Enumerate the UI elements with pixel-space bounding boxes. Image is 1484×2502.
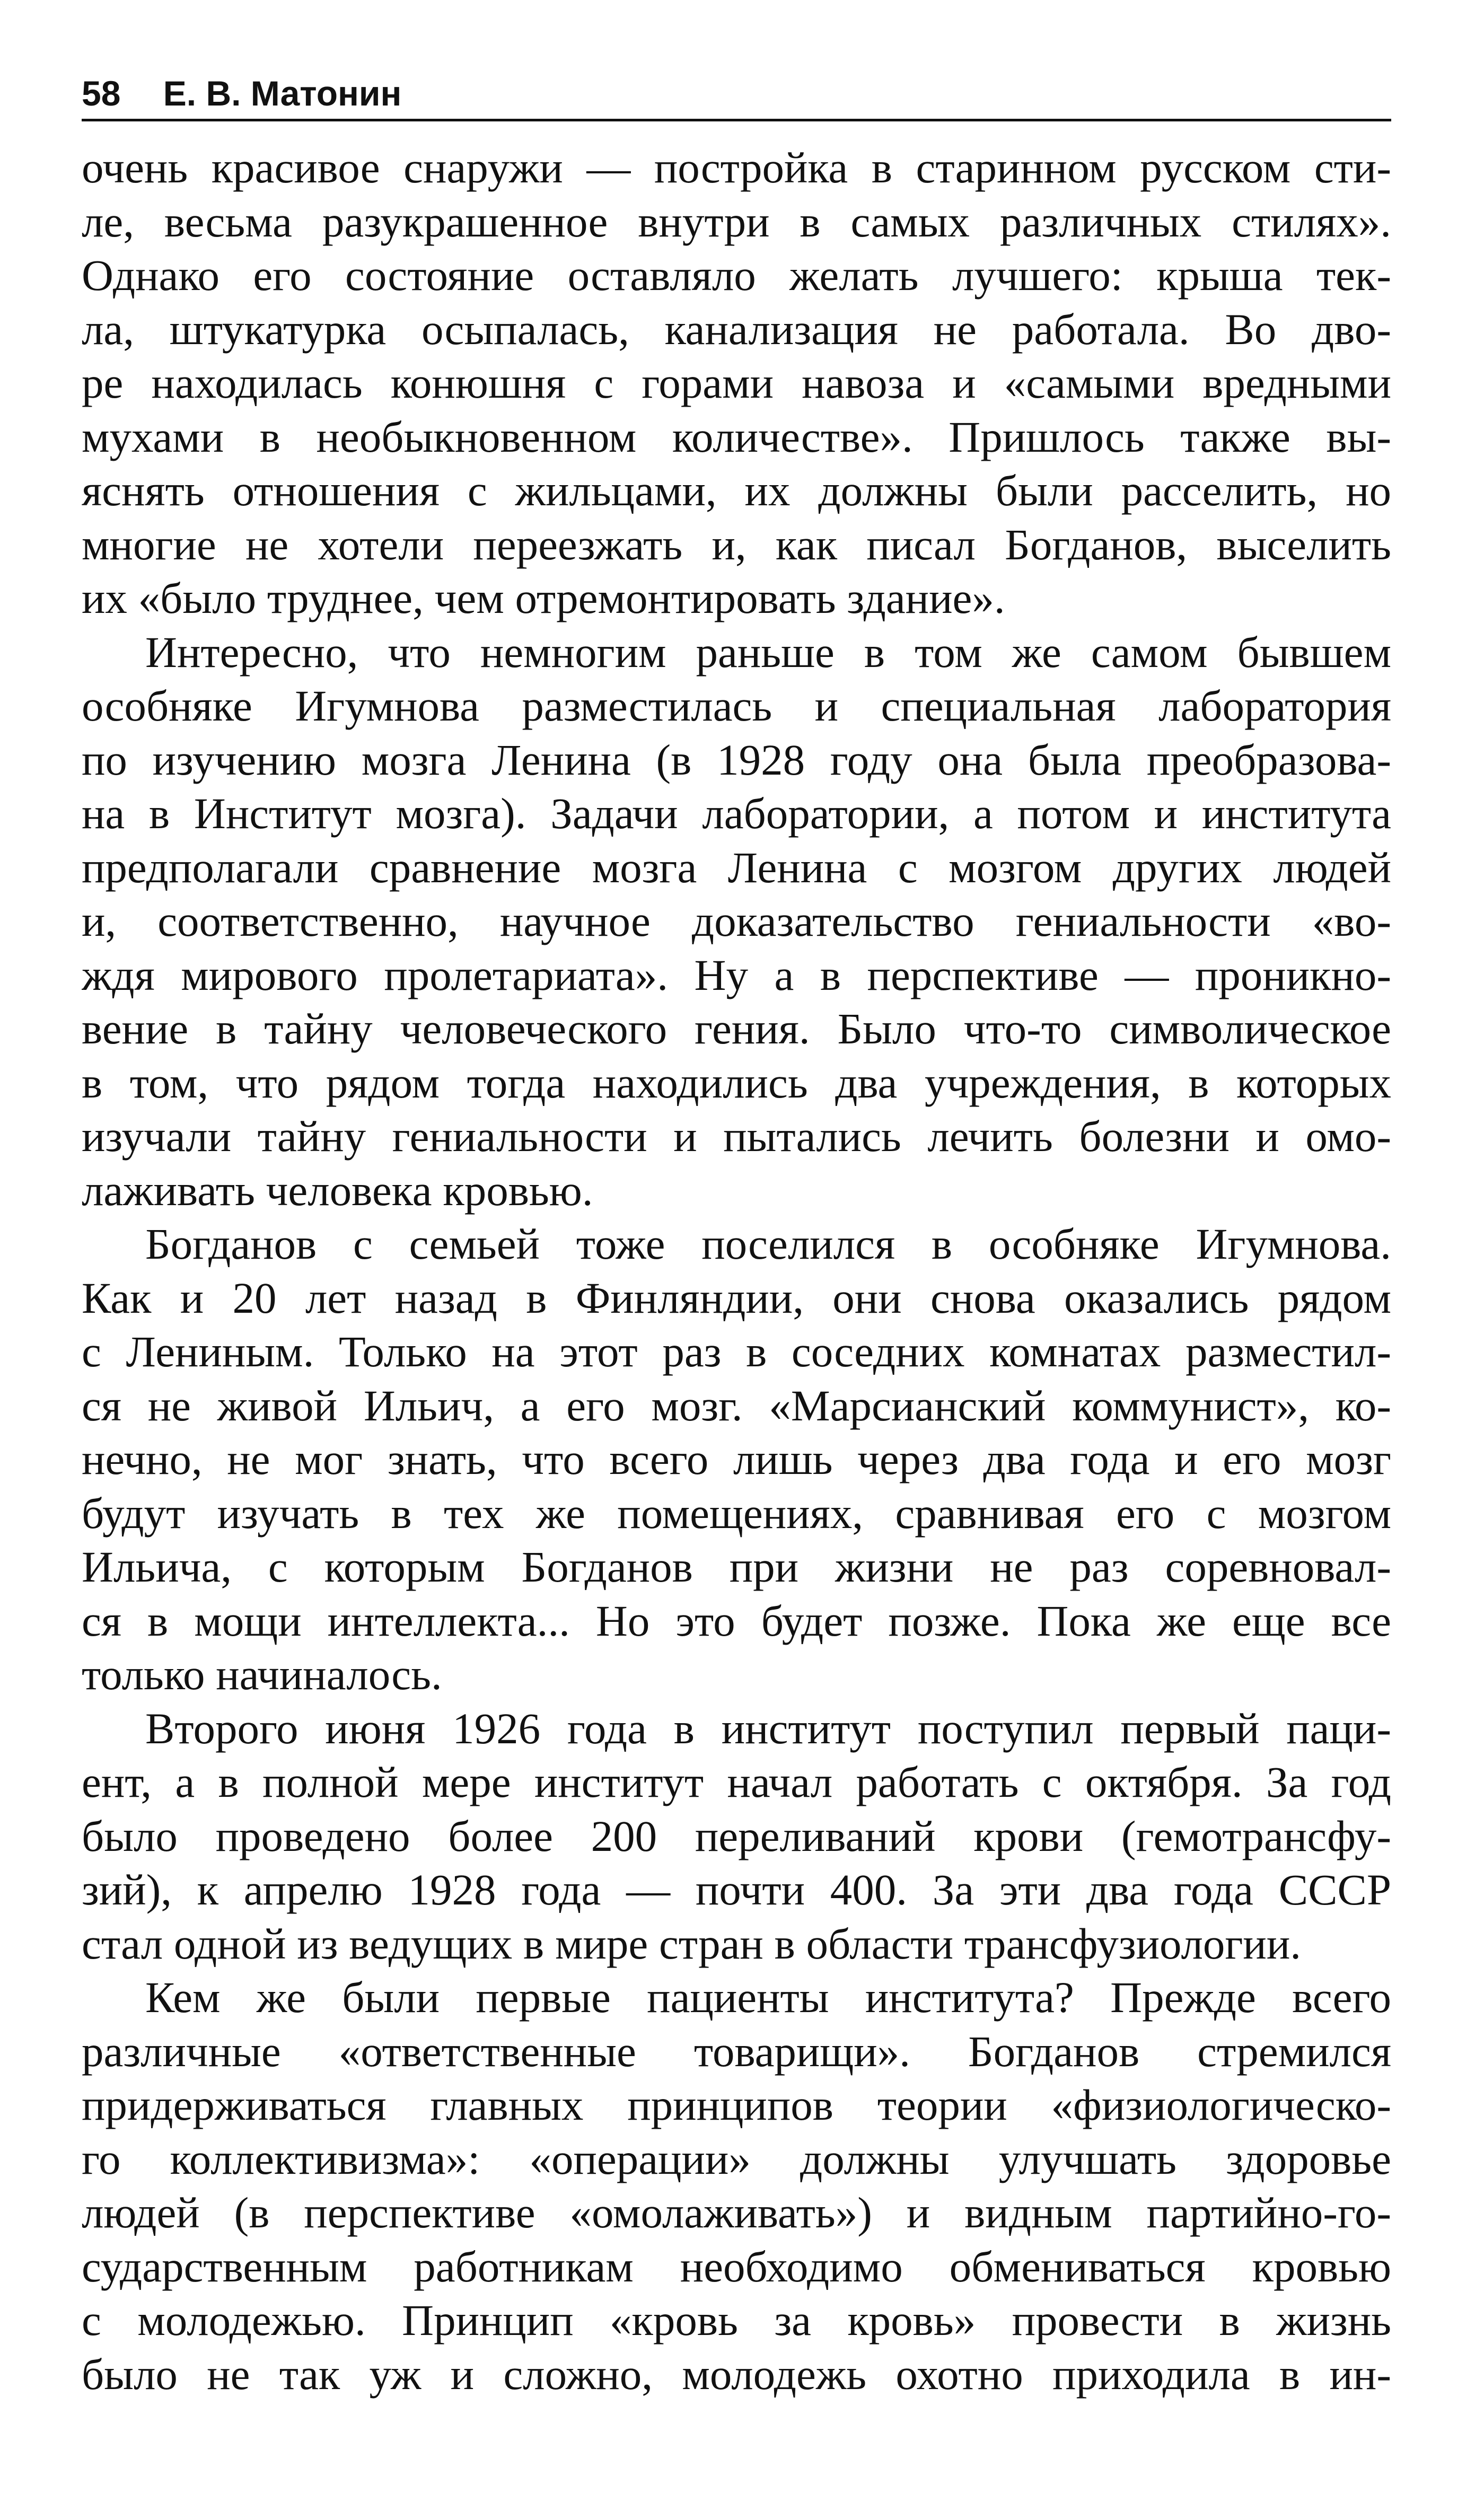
text-line: людей (в перспективе «омолаживать») и видным партийно-го-: [82, 2188, 1391, 2237]
text-line: придерживаться главных принципов теории «физиологическо-: [82, 2080, 1391, 2129]
text-line: Как и 20 лет назад в Финляндии, они снова оказались рядом: [82, 1273, 1391, 1322]
text-line: Однако его состояние оставляло желать лучшего: крыша тек-: [82, 251, 1391, 300]
text-line: с молодежью. Принцип «кровь за кровь» провести в жизнь: [82, 2296, 1391, 2345]
text-line: лаживать человека кровью.: [82, 1165, 593, 1215]
running-head-author: Е. В. Матонин: [163, 74, 402, 113]
text-line: будут изучать в тех же помещениях, сравнивая его с мозгом: [82, 1488, 1391, 1538]
text-line: Ильича, с которым Богданов при жизни не раз соревновал-: [82, 1542, 1391, 1591]
text-line: Кем же были первые пациенты института? Прежде всего: [145, 1973, 1391, 2022]
text-line: различные «ответственные товарищи». Богданов стремился: [82, 2026, 1391, 2076]
text-line: было не так уж и сложно, молодежь охотно приходила в ин-: [82, 2349, 1391, 2399]
text-line: только начиналось.: [82, 1650, 442, 1699]
text-line: ре находилась конюшня с горами навоза и «самыми вредными: [82, 358, 1391, 407]
text-line: ле, весьма разукрашенное внутри в самых различных стилях».: [82, 197, 1391, 246]
text-line: сударственным работникам необходимо обмениваться кровью: [82, 2242, 1391, 2291]
paragraph-1: [82, 141, 1391, 626]
page-number: 58: [82, 74, 121, 113]
text-line: особняке Игумнова разместилась и специальная лаборатория: [82, 681, 1391, 730]
text-line: го коллективизма»: «операции» должны улучшать здоровье: [82, 2134, 1391, 2183]
text-line: Интересно, что немногим раньше в том же самом бывшем: [145, 627, 1391, 677]
text-line: ент, а в полной мере институт начал работать с октября. За год: [82, 1758, 1391, 1806]
text-line: яснять отношения с жильцами, их должны были расселить, но: [82, 466, 1391, 515]
text-line: Богданов с семьей тоже поселился в особняке Игумнова.: [145, 1219, 1391, 1268]
text-line: нечно, не мог знать, что всего лишь через два года и его мозг: [82, 1435, 1391, 1483]
paragraph-2: [82, 626, 1391, 1218]
running-head: [82, 68, 1391, 121]
text-line: очень красивое снаружи — постройка в старинном русском сти-: [82, 143, 1391, 192]
text-line: их «было труднее, чем отремонтировать здание».: [82, 574, 1005, 622]
text-line: Второго июня 1926 года в институт поступил первый паци-: [145, 1704, 1391, 1753]
text-line: по изучению мозга Ленина (в 1928 году она была преобразова-: [82, 735, 1391, 784]
paragraph-5: [82, 1971, 1391, 2401]
paragraph-3: [82, 1217, 1391, 1702]
text-line: изучали тайну гениальности и пытались лечить болезни и омо-: [82, 1112, 1391, 1161]
text-line: было проведено более 200 переливаний крови (гемотрансфу-: [82, 1811, 1391, 1860]
text-line: многие не хотели переезжать и, как писал Богданов, выселить: [82, 520, 1391, 569]
text-line: ла, штукатурка осыпалась, канализация не работала. Во дво-: [82, 304, 1391, 354]
text-line: в том, что рядом тогда находились два учреждения, в которых: [82, 1058, 1391, 1107]
body-text: [82, 141, 1391, 2401]
text-line: на в Институт мозга). Задачи лаборатории, а потом и института: [82, 789, 1391, 838]
text-line: и, соответственно, научное доказательство гениальности «во-: [82, 897, 1391, 945]
text-line: зий), к апрелю 1928 года — почти 400. За эти два года СССР: [82, 1865, 1391, 1914]
text-line: с Лениным. Только на этот раз в соседних комнатах разместил-: [82, 1327, 1391, 1376]
text-line: ся в мощи интеллекта... Но это будет позже. Пока же еще все: [82, 1596, 1391, 1645]
text-line: мухами в необыкновенном количестве». Пришлось также вы-: [82, 412, 1391, 461]
paragraph-4: [82, 1702, 1391, 1971]
text-line: вение в тайну человеческого гения. Было что-то символическое: [82, 1004, 1391, 1053]
text-line: ся не живой Ильич, а его мозг. «Марсианский коммунист», ко-: [82, 1381, 1391, 1430]
text-line: предполагали сравнение мозга Ленина с мозгом других людей: [82, 842, 1391, 892]
text-line: ждя мирового пролетариата». Ну а в перспективе — проникно-: [82, 950, 1391, 999]
text-line: стал одной из ведущих в мире стран в области трансфузиологии.: [82, 1919, 1302, 1968]
